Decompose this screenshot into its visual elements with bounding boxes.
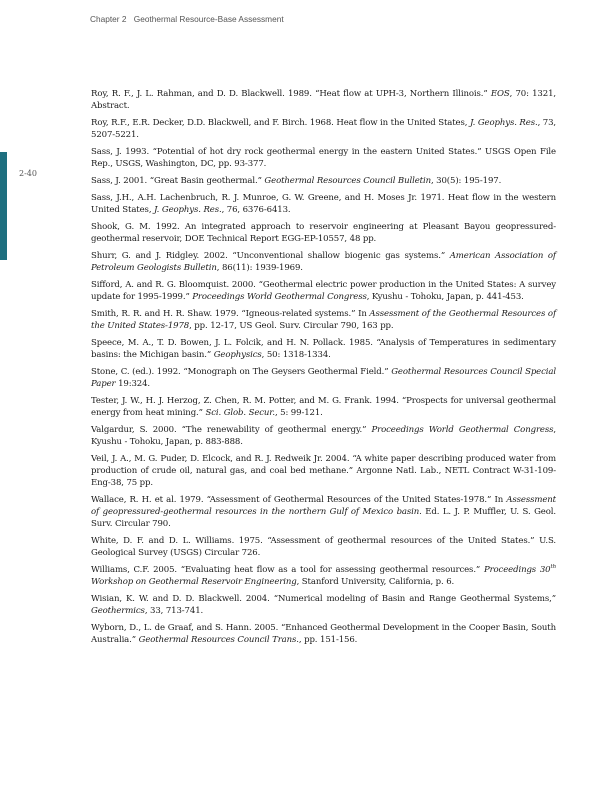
reference-text: Valgardur, S. 2000. “The renewability of geothermal energy.” (91, 425, 372, 435)
reference-italic-text: Geothermics (91, 606, 145, 616)
reference-italic-text: Geothermal Resources Council Trans. (138, 635, 299, 645)
reference-text: White, D. F. and D. L. Williams. 1975. “Assessment of geothermal resources of the United States.” U.S. Geological Survey (USGS) Circular 726. (91, 536, 556, 558)
reference-entry (91, 564, 556, 588)
page-number: 2-40 (19, 169, 37, 178)
reference-text: , 33, 713-741. (144, 606, 204, 616)
reference-italic-text: Assessment of the Geothermal Resources of the United States-1978 (91, 309, 556, 331)
reference-entry (91, 117, 556, 141)
reference-italic-text: Proceedings World Geothermal Congress (371, 425, 554, 435)
reference-entry (91, 337, 556, 361)
reference-text: , 73, 5207-5221. (91, 118, 557, 140)
reference-entry (91, 395, 556, 419)
reference-text: Wallace, R. H. et al. 1979. “Assessment of Geothermal Resources of the United States-1978.” In (91, 495, 507, 505)
reference-entry (91, 308, 556, 332)
reference-italic-text: Geophysics (213, 350, 262, 360)
reference-text: Sass, J. 2001. “Great Basin geothermal.” (91, 176, 265, 186)
reference-entry (91, 453, 556, 489)
reference-entry (91, 279, 556, 303)
reference-text: Veil, J. A., M. G. Puder, D. Elcock, and R. J. Redweik Jr. 2004. “A white paper describing produced water from production of crude oil, natural gas, and coal bed methane.” Argonne Natl. Lab., NETL Contract W-31-109-Eng-38, 75 pp. (91, 454, 556, 488)
reference-text: Shurr, G. and J. Ridgley. 2002. “Unconventional shallow biogenic gas systems.” (91, 251, 450, 261)
reference-text: , 5: 99-121. (274, 408, 323, 418)
reference-text: , 76, 6376-6413. (221, 205, 291, 215)
reference-italic-text: th (550, 564, 556, 571)
reference-entry (91, 88, 556, 112)
chapter-label: Chapter 2 (90, 14, 127, 24)
reference-text: , 86(11): 1939-1969. (216, 263, 303, 273)
reference-italic-text: Geothermal Resources Council Bulletin (264, 176, 431, 186)
reference-text: Tester, J. W., H. J. Herzog, Z. Chen, R. M. Potter, and M. G. Frank. 1994. “Prospects for universal geothermal energy from heat mining.” (91, 396, 556, 418)
reference-italic-text: Sci. Glob. Secur. (205, 408, 275, 418)
reference-text: Williams, C.F. 2005. “Evaluating heat flow as a tool for assessing geothermal resources.” (91, 565, 484, 575)
reference-text: Sifford, A. and R. G. Bloomquist. 2000. “Geothermal electric power production in the United States: A survey update for 1995-1999.” (91, 280, 556, 302)
reference-text: Sass, J.H., A.H. Lachenbruch, R. J. Munroe, G. W. Greene, and H. Moses Jr. 1971. Heat flow in the western United States, (91, 193, 556, 215)
reference-entry (91, 424, 556, 448)
reference-italic-text: Proceedings 30 (483, 565, 551, 575)
reference-text: , 30(5): 195-197. (430, 176, 502, 186)
reference-text: , 50: 1318-1334. (261, 350, 331, 360)
reference-text: Wisian, K. W. and D. D. Blackwell. 2004. “Numerical modeling of Basin and Range Geothermal Systems,” (91, 594, 556, 604)
reference-text: Stone, C. (ed.). 1992. “Monograph on The Geysers Geothermal Field.” (91, 367, 392, 377)
reference-italic-text: Assessment of geopressured-geothermal resources in the northern Gulf of Mexico basin (91, 495, 556, 517)
reference-text: , Kyushu - Tohoku, Japan, p. 441-453. (366, 292, 524, 302)
reference-entry (91, 146, 556, 170)
reference-text: , 70: 1321, Abstract. (91, 89, 556, 111)
chapter-title: Geothermal Resource-Base Assessment (133, 14, 284, 24)
chapter-tab-marker (0, 152, 7, 260)
reference-text: Shook, G. M. 1992. An integrated approach to reservoir engineering at Pleasant Bayou geopressured-geothermal reservoir, DOE Technical Report EGG-EP-10557, 48 pp. (91, 222, 556, 244)
reference-entry (91, 593, 556, 617)
reference-entry (91, 366, 556, 390)
reference-italic-text: J. Geophys. Res. (469, 118, 538, 128)
reference-entry (91, 221, 556, 245)
reference-text: , pp. 151-156. (298, 635, 358, 645)
reference-text: Roy, R. F., J. L. Rahman, and D. D. Blackwell. 1989. “Heat flow at UPH-3, Northern Illinois.” (91, 89, 491, 99)
reference-entry (91, 535, 556, 559)
reference-entry (91, 494, 556, 530)
reference-text: Roy, R.F., E.R. Decker, D.D. Blackwell, and F. Birch. 1968. Heat flow in the United States, (91, 118, 470, 128)
reference-italic-text: EOS (490, 89, 510, 99)
reference-text: , pp. 12-17, US Geol. Surv. Circular 790, 163 pp. (189, 321, 394, 331)
reference-italic-text: J. Geophys. Res. (154, 205, 222, 215)
reference-text: Wyborn, D., L. de Graaf, and S. Hann. 2005. “Enhanced Geothermal Development in the Cooper Basin, South Australia.” (91, 623, 556, 645)
reference-text: 19:324. (115, 379, 151, 389)
reference-italic-text: American Association of Petroleum Geologists Bulletin (91, 251, 556, 273)
running-header (90, 14, 284, 24)
reference-text: Speece, M. A., T. D. Bowen, J. L. Folcik, and H. N. Pollack. 1985. “Analysis of Temperatures in sedimentary basins: the Michigan basin.” (91, 338, 556, 360)
reference-italic-text: Workshop on Geothermal Reservoir Engineering (91, 577, 297, 587)
reference-text: , Stanford University, California, p. 6. (296, 577, 455, 587)
reference-entry (91, 250, 556, 274)
reference-list (91, 88, 556, 651)
reference-italic-text: Proceedings World Geothermal Congress (192, 292, 367, 302)
reference-entry (91, 622, 556, 646)
reference-text: Smith, R. R. and H. R. Shaw. 1979. “Igneous-related systems.” In (91, 309, 370, 319)
reference-text: Sass, J. 1993. “Potential of hot dry rock geothermal energy in the eastern United States.” USGS Open File Rep., USGS, Washington, DC, pp. 93-377. (91, 147, 556, 169)
reference-text: , Kyushu - Tohoku, Japan, p. 883-888. (91, 425, 556, 447)
reference-entry (91, 192, 556, 216)
reference-text: . Ed. L. J. P. Muffler, U. S. Geol. Surv. Circular 790. (91, 507, 556, 529)
reference-entry (91, 175, 556, 187)
reference-italic-text: Geothermal Resources Council Special Paper (91, 367, 556, 389)
